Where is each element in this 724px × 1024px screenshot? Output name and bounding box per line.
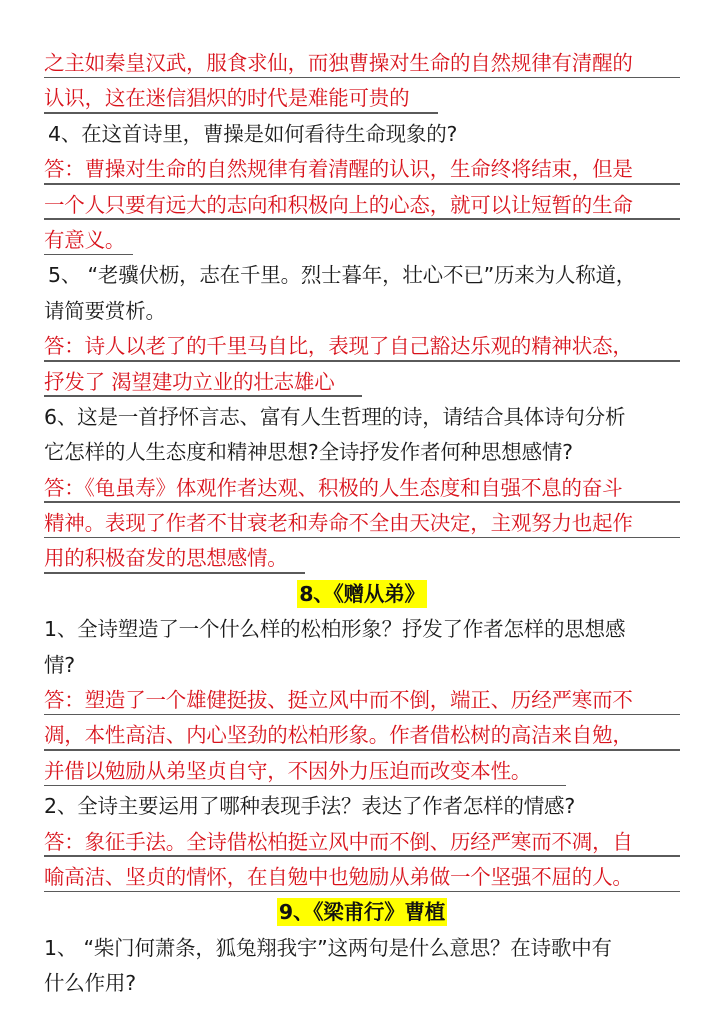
question-line: 1、 “柴门何萧条，狐兔翔我宇”这两句是什么意思？在诗歌中有 — [44, 935, 612, 960]
answer-line: 答：曹操对生命的自然规律有着清醒的认识，生命终将结束，但是 — [44, 152, 680, 187]
answer-line: 喻高洁、坚贞的情怀，在自勉中也勉励从弟做一个坚强不屈的人。 — [44, 860, 680, 895]
answer-line: 答：《龟虽寿》体观作者达观、积极的人生态度和自强不息的奋斗 — [44, 471, 680, 506]
question-line: 它怎样的人生态度和精神思想?全诗抒发作者何种思想感情? — [44, 440, 573, 465]
answer-line: 之主如秦皇汉武，服食求仙，而独曹操对生命的自然规律有清醒的 — [44, 46, 680, 81]
answer-line: 一个人只要有远大的志向和积极向上的心态，就可以让短暂的生命 — [44, 188, 680, 223]
question-line: 2、全诗主要运用了哪种表现手法？表达了作者怎样的情感? — [44, 794, 576, 819]
question-line: 4、在这首诗里，曹操是如何看待生命现象的? — [48, 121, 458, 146]
section-heading-text: 8、《赠从弟》 — [299, 581, 425, 606]
answer-line: 凋，本性高洁、内心坚劲的松柏形象。作者借松树的高洁来自勉， — [44, 718, 680, 753]
answer-line: 有意义。 — [44, 223, 680, 258]
answer-line: 答：象征手法。全诗借松柏挺立风中而不倒、历经严寒而不凋，自 — [44, 825, 680, 860]
section-heading-text: 9、《梁甫行》曹植 — [278, 900, 446, 925]
question-line: 情? — [44, 652, 75, 677]
question-line: 1、全诗塑造了一个什么样的松柏形象？抒发了作者怎样的思想感 — [44, 617, 626, 642]
question-line: 5、 “老骥伏枥，志在千里。烈士暮年，壮心不已”历来为人称道， — [48, 263, 637, 288]
answer-line: 用的积极奋发的思想感情。 — [44, 541, 680, 576]
section-heading — [44, 577, 680, 612]
section-heading — [44, 895, 680, 930]
question-line: 6、这是一首抒怀言志、富有人生哲理的诗，请结合具体诗句分析 — [44, 404, 626, 429]
answer-line: 答：诗人以老了的千里马自比，表现了自己豁达乐观的精神状态， — [44, 329, 680, 364]
answer-line: 抒发了 渴望建功立业的壮志雄心 — [44, 365, 680, 400]
answer-line: 精神。表现了作者不甘衰老和寿命不全由天决定，主观努力也起作 — [44, 506, 680, 541]
question-line: 请简要赏析。 — [44, 298, 166, 323]
document-page — [44, 46, 680, 1002]
answer-line: 答：塑造了一个雄健挺拔、挺立风中而不倒，端正、历经严寒而不 — [44, 683, 680, 718]
question-line: 什么作用? — [44, 971, 136, 996]
answer-line: 认识，这在迷信猖炽的时代是难能可贵的 — [44, 81, 680, 116]
answer-line: 并借以勉励从弟坚贞自守，不因外力压迫而改变本性。 — [44, 754, 680, 789]
